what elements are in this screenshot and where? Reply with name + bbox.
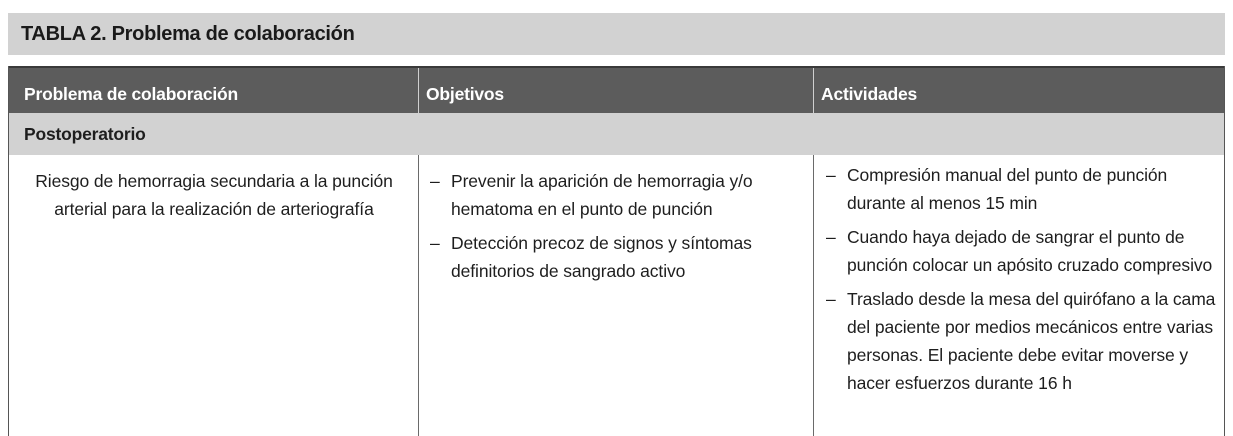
activity-text: Compresión manual del punto de punción durante al menos 15 min — [847, 165, 1168, 213]
table-title: TABLA 2. Problema de colaboración — [21, 22, 355, 45]
column-divider — [813, 155, 814, 436]
section-row — [9, 113, 1224, 155]
section-label: Postoperatorio — [24, 123, 146, 144]
objectives-cell — [430, 167, 810, 291]
header-divider — [813, 68, 814, 113]
table-header-row — [9, 66, 1224, 113]
column-divider — [418, 155, 419, 436]
list-item — [826, 161, 1218, 217]
header-activities: Actividades — [821, 84, 918, 104]
activity-text: Traslado desde la mesa del quirófano a la cama del paciente por medios mecánicos entre varias personas. El paciente debe evitar moverse y hacer esfuerzos durante 16 h — [847, 289, 1216, 393]
dash-bullet: – — [430, 171, 440, 191]
table-body-row — [9, 155, 1224, 436]
activities-cell — [826, 161, 1218, 403]
header-objectives: Objetivos — [426, 84, 504, 104]
list-item — [430, 229, 810, 285]
table-title-bar — [8, 13, 1225, 55]
dash-bullet: – — [430, 233, 440, 253]
header-divider — [418, 68, 419, 113]
problem-cell: Riesgo de hemorragia secundaria a la punción arterial para la realización de arteriografía — [35, 171, 393, 219]
header-problem: Problema de colaboración — [24, 84, 239, 104]
dash-bullet: – — [826, 289, 836, 309]
list-item — [430, 167, 810, 223]
dash-bullet: – — [826, 227, 836, 247]
objective-text: Prevenir la aparición de hemorragia y/o hematoma en el punto de punción — [451, 171, 753, 219]
objective-text: Detección precoz de signos y síntomas definitorios de sangrado activo — [451, 233, 752, 281]
collaboration-table — [8, 66, 1225, 436]
list-item — [826, 223, 1218, 279]
list-item — [826, 285, 1218, 397]
dash-bullet: – — [826, 165, 836, 185]
activity-text: Cuando haya dejado de sangrar el punto de punción colocar un apósito cruzado compresivo — [847, 227, 1213, 275]
